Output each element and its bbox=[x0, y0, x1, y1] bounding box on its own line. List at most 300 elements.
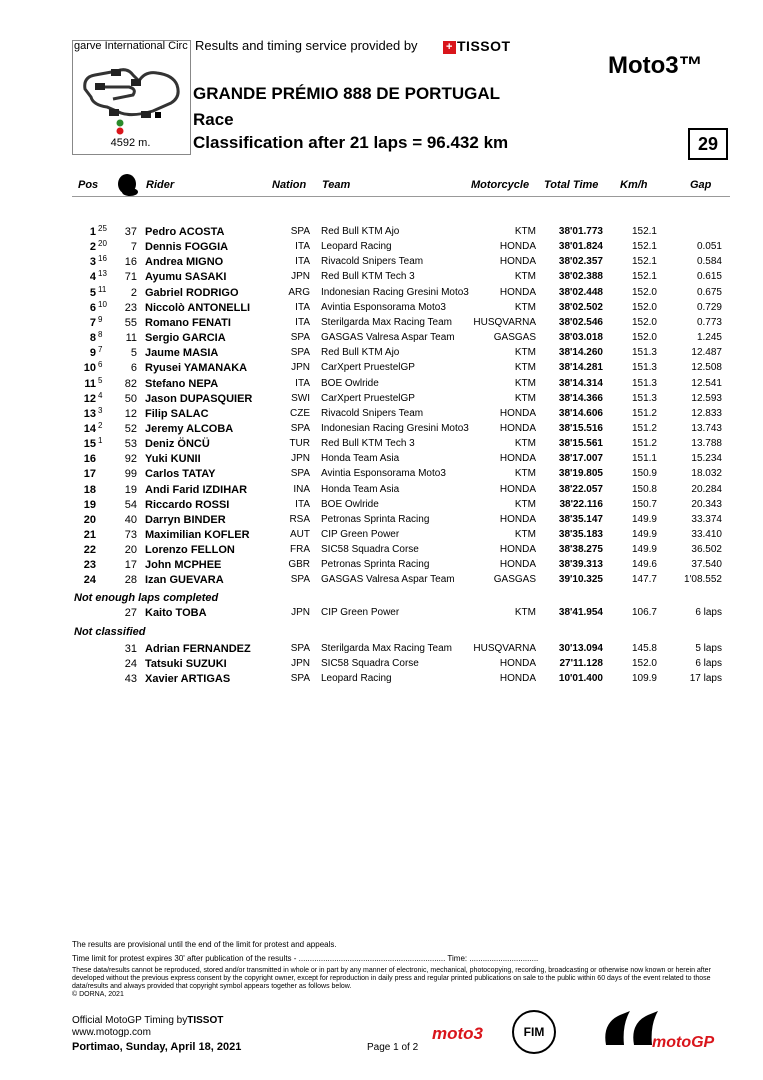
speed-cell: 151.3 bbox=[631, 362, 657, 374]
time-cell: 38'14.281 bbox=[558, 362, 603, 374]
table-row bbox=[0, 390, 763, 408]
time-cell: 30'13.094 bbox=[558, 642, 603, 654]
nation-cell: JPN bbox=[291, 453, 310, 465]
time-cell: 38'38.275 bbox=[558, 544, 603, 556]
pos-cell: 3 bbox=[89, 256, 96, 269]
table-row bbox=[0, 405, 763, 423]
time-cell: 38'14.314 bbox=[558, 377, 603, 389]
team-cell: Avintia Esponsorama Moto3 bbox=[321, 301, 446, 313]
table-row bbox=[0, 453, 763, 468]
table-row bbox=[0, 673, 763, 688]
nation-cell: ITA bbox=[295, 256, 310, 268]
pos-cell: 14 bbox=[83, 422, 96, 435]
gap-cell: 6 laps bbox=[695, 606, 722, 618]
number-cell: 99 bbox=[124, 468, 137, 481]
place-date: Portimao, Sunday, April 18, 2021 bbox=[72, 1041, 242, 1053]
circuit-map-icon bbox=[73, 41, 190, 136]
number-cell: 50 bbox=[124, 392, 137, 405]
motorcycle-cell: HONDA bbox=[499, 453, 536, 465]
nation-cell: GBR bbox=[288, 559, 310, 571]
rider-cell: Maximilian KOFLER bbox=[145, 529, 250, 541]
pos-cell: 23 bbox=[83, 559, 96, 572]
team-cell: Indonesian Racing Gresini Moto3 bbox=[321, 286, 469, 298]
pos-cell: 20 bbox=[83, 513, 96, 526]
time-cell: 38'02.502 bbox=[558, 301, 603, 313]
motorcycle-cell: KTM bbox=[514, 529, 536, 540]
gap-cell: 12.508 bbox=[691, 362, 722, 374]
speed-cell: 150.8 bbox=[631, 483, 657, 495]
motorcycle-cell: HUSQVARNA bbox=[473, 316, 536, 328]
pos-cell: 12 bbox=[83, 392, 96, 405]
nation-cell: SPA bbox=[290, 574, 310, 586]
rider-cell: Deniz ÖNCÜ bbox=[145, 438, 210, 451]
nation-cell: SPA bbox=[290, 226, 310, 237]
motorcycle-cell: KTM bbox=[514, 606, 536, 618]
provisional-note: The results are provisional until the end of the limit for protest and appeals. bbox=[72, 940, 337, 949]
speed-cell: 151.1 bbox=[631, 453, 657, 465]
time-cell: 38'22.116 bbox=[559, 498, 603, 510]
pos-cell: 9 bbox=[89, 347, 96, 360]
gap-cell: 13.743 bbox=[691, 422, 722, 434]
pos-cell: 13 bbox=[83, 407, 96, 420]
nation-cell: AUT bbox=[290, 529, 310, 540]
provided-by-text: Results and timing service provided by bbox=[195, 38, 418, 53]
gap-cell: 12.487 bbox=[691, 347, 722, 359]
pos-cell: 5 bbox=[89, 286, 96, 299]
gap-cell: 36.502 bbox=[691, 544, 722, 556]
points-cell: 9 bbox=[98, 314, 103, 324]
speed-cell: 151.3 bbox=[631, 377, 657, 389]
number-cell: 16 bbox=[124, 256, 137, 269]
gap-cell: 6 laps bbox=[695, 657, 722, 669]
copyright-note: These data/results cannot be reproduced, stored and/or transmitted in whole or in part by any manner of electronic, mechanical, photocopying, recording, broadcasting or otherwise now known or herein after developed without the previous express consent by the copyright owner, except for reproduction in daily press and regular printed publications on sale to the public within 60 days of the event related to those data/results and always provided that copyright symbol appears together as follows below. © DORNA, 2021 bbox=[72, 967, 711, 998]
rider-cell: Niccolò ANTONELLI bbox=[145, 301, 251, 314]
gap-cell: 1'08.552 bbox=[683, 574, 722, 586]
time-cell: 38'19.805 bbox=[558, 468, 603, 480]
speed-cell: 149.9 bbox=[631, 529, 657, 540]
table-row bbox=[0, 284, 763, 302]
number-cell: 27 bbox=[124, 606, 137, 619]
team-cell: BOE Owlride bbox=[321, 498, 379, 510]
number-cell: 73 bbox=[124, 529, 137, 541]
time-cell: 38'01.824 bbox=[558, 241, 603, 253]
table-row bbox=[0, 420, 763, 438]
speed-cell: 145.8 bbox=[631, 642, 657, 654]
nation-cell: SPA bbox=[290, 673, 310, 685]
points-cell: 7 bbox=[98, 345, 103, 355]
pos-cell: 6 bbox=[89, 301, 96, 314]
table-row bbox=[0, 658, 763, 673]
table-row bbox=[0, 514, 763, 529]
points-cell: 11 bbox=[98, 284, 107, 294]
rider-cell: Ayumu SASAKI bbox=[145, 271, 227, 284]
number-cell: 5 bbox=[130, 347, 137, 360]
rider-cell: Yuki KUNII bbox=[145, 453, 201, 466]
motorcycle-cell: GASGAS bbox=[493, 574, 536, 586]
number-cell: 82 bbox=[124, 377, 137, 390]
team-cell: Leopard Racing bbox=[321, 241, 392, 253]
team-cell: CarXpert PruestelGP bbox=[321, 392, 415, 404]
table-row bbox=[0, 299, 763, 317]
number-cell: 17 bbox=[124, 559, 137, 572]
team-cell: SIC58 Squadra Corse bbox=[321, 544, 419, 556]
rider-cell: Jaume MASIA bbox=[145, 347, 219, 360]
team-cell: Sterilgarda Max Racing Team bbox=[321, 316, 452, 328]
nation-cell: JPN bbox=[291, 271, 310, 283]
time-cell: 38'39.313 bbox=[558, 559, 603, 571]
col-nation: Nation bbox=[272, 179, 307, 191]
points-cell: 2 bbox=[98, 420, 103, 430]
table-row bbox=[0, 643, 763, 658]
gap-cell: 33.410 bbox=[691, 529, 722, 540]
rider-cell: Lorenzo FELLON bbox=[145, 544, 235, 557]
gap-cell: 12.593 bbox=[691, 392, 722, 404]
rider-cell: Andrea MIGNO bbox=[145, 256, 224, 269]
table-row bbox=[0, 574, 763, 589]
speed-cell: 152.0 bbox=[631, 301, 657, 313]
svg-text:motoGP: motoGP bbox=[652, 1034, 715, 1051]
nation-cell: ITA bbox=[295, 316, 310, 328]
fim-logo: FIM bbox=[512, 1010, 556, 1054]
number-cell: 24 bbox=[124, 657, 137, 670]
rider-cell: Pedro ACOSTA bbox=[145, 226, 225, 238]
col-kmh: Km/h bbox=[620, 179, 648, 191]
number-cell: 23 bbox=[124, 301, 137, 314]
points-cell: 5 bbox=[98, 375, 103, 385]
time-cell: 38'14.366 bbox=[558, 392, 603, 404]
number-cell: 52 bbox=[124, 422, 137, 435]
time-cell: 38'03.018 bbox=[558, 332, 603, 344]
number-cell: 7 bbox=[130, 241, 137, 254]
team-cell: Honda Team Asia bbox=[321, 483, 400, 495]
event-title: GRANDE PRÉMIO 888 DE PORTUGAL bbox=[193, 84, 500, 103]
time-cell: 27'11.128 bbox=[559, 657, 603, 669]
motorcycle-cell: HUSQVARNA bbox=[473, 642, 536, 654]
rider-cell: Andi Farid IZDIHAR bbox=[145, 483, 248, 496]
team-cell: GASGAS Valresa Aspar Team bbox=[321, 332, 455, 344]
motorcycle-cell: KTM bbox=[514, 468, 536, 480]
number-cell: 2 bbox=[130, 286, 137, 299]
table-row bbox=[0, 607, 763, 622]
points-cell: 10 bbox=[98, 299, 107, 309]
nation-cell: ITA bbox=[295, 498, 310, 510]
table-row bbox=[0, 271, 763, 286]
time-cell: 38'17.007 bbox=[558, 453, 603, 465]
time-cell: 38'02.357 bbox=[558, 256, 603, 268]
nation-cell: SPA bbox=[290, 422, 310, 434]
col-team: Team bbox=[322, 179, 351, 191]
number-cell: 37 bbox=[124, 226, 137, 238]
nation-cell: INA bbox=[293, 483, 310, 495]
rider-cell: Stefano NEPA bbox=[145, 377, 219, 390]
table-row bbox=[0, 484, 763, 499]
number-cell: 6 bbox=[130, 362, 137, 375]
moto3-logo: moto3 bbox=[432, 1024, 483, 1043]
gap-cell: 12.541 bbox=[691, 377, 722, 389]
session-title: Race bbox=[193, 110, 234, 129]
motorcycle-cell: HONDA bbox=[499, 256, 536, 268]
motogp-logo bbox=[600, 1005, 722, 1053]
table-row bbox=[0, 499, 763, 514]
motorcycle-cell: KTM bbox=[514, 438, 536, 450]
rider-cell: Tatsuki SUZUKI bbox=[145, 657, 227, 670]
time-cell: 38'15.561 bbox=[558, 438, 603, 450]
number-cell: 12 bbox=[124, 407, 137, 420]
gap-cell: 17 laps bbox=[689, 673, 722, 685]
col-rider: Rider bbox=[146, 179, 175, 191]
rider-cell: Jeremy ALCOBA bbox=[145, 422, 234, 435]
motorcycle-cell: KTM bbox=[514, 392, 536, 404]
motorcycle-cell: KTM bbox=[514, 271, 536, 283]
rider-cell: John MCPHEE bbox=[145, 559, 222, 572]
speed-cell: 152.1 bbox=[631, 271, 657, 283]
circuit-length: 4592 m. bbox=[110, 137, 151, 149]
team-cell: Rivacold Snipers Team bbox=[321, 256, 424, 268]
rider-cell: Izan GUEVARA bbox=[145, 574, 224, 587]
points-cell: 25 bbox=[98, 224, 107, 233]
time-cell: 38'41.954 bbox=[558, 606, 603, 618]
speed-cell: 151.2 bbox=[631, 422, 657, 434]
team-cell: CIP Green Power bbox=[321, 606, 400, 618]
number-cell: 92 bbox=[124, 453, 137, 466]
rider-cell: Jason DUPASQUIER bbox=[145, 392, 253, 405]
team-cell: CIP Green Power bbox=[321, 529, 400, 540]
laps-box: 29 bbox=[688, 128, 728, 160]
gap-cell: 33.374 bbox=[691, 513, 722, 525]
points-cell: 1 bbox=[98, 436, 103, 446]
motorcycle-cell: HONDA bbox=[499, 559, 536, 571]
col-motorcycle: Motorcycle bbox=[471, 179, 530, 191]
nation-cell: ITA bbox=[295, 377, 310, 389]
pos-cell: 1 bbox=[89, 226, 96, 238]
motorcycle-cell: HONDA bbox=[499, 673, 536, 685]
number-cell: 53 bbox=[124, 438, 137, 451]
motorcycle-cell: KTM bbox=[514, 347, 536, 359]
team-cell: Red Bull KTM Ajo bbox=[321, 226, 400, 237]
rider-cell: Romano FENATI bbox=[145, 316, 231, 329]
time-cell: 38'02.448 bbox=[558, 286, 603, 298]
speed-cell: 151.2 bbox=[631, 438, 657, 450]
speed-cell: 149.6 bbox=[631, 559, 657, 571]
team-cell: Petronas Sprinta Racing bbox=[321, 559, 430, 571]
rider-cell: Carlos TATAY bbox=[145, 468, 216, 481]
pos-cell: 2 bbox=[89, 241, 96, 254]
series-title: Moto3™ bbox=[608, 52, 703, 79]
motorcycle-cell: HONDA bbox=[499, 544, 536, 556]
nation-cell: JPN bbox=[291, 606, 310, 618]
nation-cell: ITA bbox=[295, 301, 310, 313]
pos-cell: 8 bbox=[89, 332, 96, 345]
number-cell: 43 bbox=[124, 673, 137, 686]
gap-cell: 20.343 bbox=[691, 498, 722, 510]
gap-cell: 0.773 bbox=[696, 316, 722, 328]
speed-cell: 152.0 bbox=[631, 316, 657, 328]
gap-cell: 0.051 bbox=[696, 241, 722, 253]
table-row bbox=[0, 256, 763, 271]
nation-cell: JPN bbox=[291, 657, 310, 669]
time-cell: 38'02.546 bbox=[558, 316, 603, 328]
points-cell: 13 bbox=[98, 269, 107, 279]
table-row bbox=[0, 529, 763, 544]
team-cell: SIC58 Squadra Corse bbox=[321, 657, 419, 669]
table-row bbox=[0, 375, 763, 393]
gap-cell: 37.540 bbox=[691, 559, 722, 571]
pos-cell: 7 bbox=[89, 316, 96, 329]
section-heading: Not enough laps completed bbox=[74, 591, 219, 604]
table-row bbox=[0, 438, 763, 453]
pos-cell: 17 bbox=[83, 468, 96, 481]
gap-cell: 5 laps bbox=[695, 642, 722, 654]
nation-cell: SPA bbox=[290, 347, 310, 359]
gap-cell: 0.729 bbox=[696, 301, 722, 313]
time-cell: 38'22.057 bbox=[558, 483, 603, 495]
motorcycle-cell: HONDA bbox=[499, 286, 536, 298]
page-number: Page 1 of 2 bbox=[367, 1042, 419, 1053]
table-row bbox=[0, 332, 763, 347]
speed-cell: 149.9 bbox=[631, 513, 657, 525]
speed-cell: 152.0 bbox=[631, 332, 657, 344]
tissot-logo: + TISSOT bbox=[443, 38, 511, 54]
col-total-time: Total Time bbox=[544, 179, 599, 191]
team-cell: Red Bull KTM Ajo bbox=[321, 347, 400, 359]
gap-cell: 0.615 bbox=[696, 271, 722, 283]
nation-cell: ITA bbox=[295, 241, 310, 253]
nation-cell: SPA bbox=[290, 642, 310, 654]
table-row bbox=[0, 559, 763, 574]
team-cell: GASGAS Valresa Aspar Team bbox=[321, 574, 455, 586]
nation-cell: SPA bbox=[290, 468, 310, 480]
table-row bbox=[0, 226, 763, 241]
motorcycle-cell: KTM bbox=[514, 362, 536, 374]
gap-cell: 13.788 bbox=[691, 438, 722, 450]
nation-cell: SPA bbox=[290, 332, 310, 344]
gap-cell: 15.234 bbox=[691, 453, 722, 465]
time-limit-note: Time limit for protest expires 30' after publication of the results - .................................................................. Time: ............................... bbox=[72, 954, 539, 963]
table-row bbox=[0, 347, 763, 362]
pos-cell: 10 bbox=[83, 362, 96, 375]
nation-cell: SWI bbox=[291, 392, 310, 404]
number-cell: 11 bbox=[125, 332, 137, 345]
gap-cell: 0.675 bbox=[696, 286, 722, 298]
pos-cell: 18 bbox=[83, 483, 96, 496]
points-cell: 20 bbox=[98, 239, 107, 249]
motorcycle-cell: HONDA bbox=[499, 241, 536, 253]
rider-cell: Sergio GARCIA bbox=[145, 332, 226, 345]
motorcycle-cell: KTM bbox=[514, 226, 536, 237]
team-cell: Avintia Esponsorama Moto3 bbox=[321, 468, 446, 480]
points-cell: 6 bbox=[98, 360, 103, 370]
table-row bbox=[0, 468, 763, 483]
pos-cell: 19 bbox=[83, 498, 96, 511]
speed-cell: 152.1 bbox=[631, 256, 657, 268]
number-cell: 40 bbox=[124, 513, 137, 526]
motorcycle-cell: KTM bbox=[514, 301, 536, 313]
team-cell: Red Bull KTM Tech 3 bbox=[321, 271, 415, 283]
number-cell: 71 bbox=[124, 271, 137, 284]
table-row bbox=[0, 544, 763, 559]
table-row bbox=[0, 362, 763, 377]
speed-cell: 152.1 bbox=[631, 226, 657, 237]
table-row bbox=[0, 241, 763, 256]
nation-cell: ARG bbox=[288, 286, 310, 298]
nation-cell: TUR bbox=[289, 438, 310, 450]
speed-cell: 147.7 bbox=[631, 574, 657, 586]
motorcycle-cell: HONDA bbox=[499, 513, 536, 525]
rider-cell: Xavier ARTIGAS bbox=[145, 673, 231, 686]
rider-cell: Ryusei YAMANAKA bbox=[145, 362, 248, 375]
time-cell: 38'14.606 bbox=[558, 407, 603, 419]
header-divider bbox=[72, 196, 730, 197]
speed-cell: 151.2 bbox=[631, 407, 657, 419]
circuit-name: garve International Circ bbox=[74, 40, 188, 52]
pos-cell: 4 bbox=[89, 271, 96, 284]
time-cell: 38'35.183 bbox=[558, 529, 603, 540]
speed-cell: 152.0 bbox=[631, 286, 657, 298]
team-cell: Honda Team Asia bbox=[321, 453, 400, 465]
rider-helmet-icon bbox=[114, 172, 140, 203]
points-cell: 16 bbox=[98, 254, 107, 264]
team-cell: BOE Owlride bbox=[321, 377, 379, 389]
team-cell: Indonesian Racing Gresini Moto3 bbox=[321, 422, 469, 434]
speed-cell: 149.9 bbox=[631, 544, 657, 556]
speed-cell: 150.7 bbox=[631, 498, 657, 510]
gap-cell: 18.032 bbox=[691, 468, 722, 480]
time-cell: 10'01.400 bbox=[558, 673, 603, 685]
speed-cell: 150.9 bbox=[631, 468, 657, 480]
pos-cell: 16 bbox=[83, 453, 96, 466]
points-cell: 3 bbox=[98, 405, 103, 415]
pos-cell: 22 bbox=[83, 544, 96, 557]
nation-cell: RSA bbox=[289, 513, 310, 525]
gap-cell: 12.833 bbox=[691, 407, 722, 419]
speed-cell: 151.3 bbox=[631, 392, 657, 404]
rider-cell: Kaito TOBA bbox=[145, 606, 207, 619]
speed-cell: 109.9 bbox=[631, 673, 657, 685]
speed-cell: 152.0 bbox=[631, 657, 657, 669]
time-cell: 38'35.147 bbox=[558, 513, 603, 525]
motorcycle-cell: HONDA bbox=[499, 407, 536, 419]
team-cell: Rivacold Snipers Team bbox=[321, 407, 424, 419]
time-cell: 38'14.260 bbox=[558, 347, 603, 359]
rider-cell: Gabriel RODRIGO bbox=[145, 286, 239, 299]
official-timing: Official MotoGP Timing byTISSOT bbox=[72, 1015, 224, 1026]
section-heading: Not classified bbox=[74, 625, 146, 638]
col-pos: Pos bbox=[78, 179, 99, 191]
number-cell: 31 bbox=[124, 642, 137, 655]
rider-cell: Darryn BINDER bbox=[145, 513, 226, 526]
classification-title: Classification after 21 laps = 96.432 km bbox=[193, 133, 509, 152]
rider-cell: Riccardo ROSSI bbox=[145, 498, 230, 511]
time-cell: 38'15.516 bbox=[558, 422, 603, 434]
website-link[interactable]: www.motogp.com bbox=[72, 1027, 151, 1038]
gap-cell: 0.584 bbox=[696, 256, 722, 268]
nation-cell: FRA bbox=[290, 544, 310, 556]
motorcycle-cell: KTM bbox=[514, 498, 536, 510]
motorcycle-cell: HONDA bbox=[499, 422, 536, 434]
team-cell: Leopard Racing bbox=[321, 673, 392, 685]
points-cell: 4 bbox=[98, 390, 103, 400]
swiss-cross-icon: + bbox=[443, 41, 456, 54]
number-cell: 55 bbox=[124, 316, 137, 329]
pos-cell: 15 bbox=[83, 438, 96, 451]
rider-cell: Filip SALAC bbox=[145, 407, 209, 420]
gap-cell: 1.245 bbox=[696, 332, 722, 344]
gap-cell: 20.284 bbox=[691, 483, 722, 495]
time-cell: 39'10.325 bbox=[558, 574, 603, 586]
number-cell: 54 bbox=[124, 498, 137, 511]
col-gap: Gap bbox=[690, 179, 712, 191]
nation-cell: JPN bbox=[291, 362, 310, 374]
